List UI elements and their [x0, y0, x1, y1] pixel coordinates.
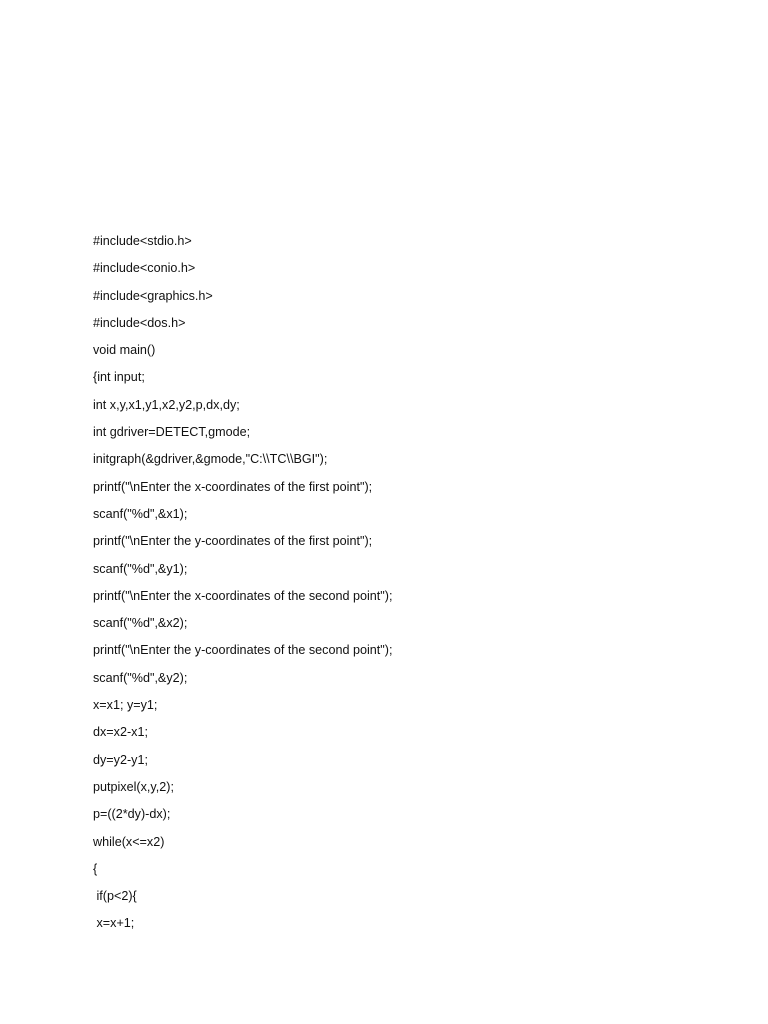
code-line-26: x=x+1; [93, 916, 135, 931]
code-line-10: printf("\nEnter the x-coordinates of the first point"); [93, 479, 373, 494]
code-line-2: #include<conio.h> [93, 261, 196, 276]
code-line-23: while(x<=x2) [93, 834, 165, 849]
code-line-14: printf("\nEnter the x-coordinates of the second point"); [93, 588, 393, 603]
code-line-25: if(p<2){ [93, 889, 137, 904]
code-line-11: scanf("%d",&x1); [93, 506, 188, 521]
code-line-1: #include<stdio.h> [93, 234, 192, 248]
code-line-12: printf("\nEnter the y-coordinates of the first point"); [93, 534, 373, 549]
code-line-24: { [93, 861, 98, 876]
code-line-15: scanf("%d",&x2); [93, 616, 188, 631]
code-line-20: dy=y2-y1; [93, 752, 148, 767]
code-listing [93, 231, 392, 941]
code-line-3: #include<graphics.h> [93, 288, 213, 303]
code-line-22: p=((2*dy)-dx); [93, 807, 171, 822]
code-line-6: {int input; [93, 370, 145, 385]
code-line-13: scanf("%d",&y1); [93, 561, 188, 576]
code-line-17: scanf("%d",&y2); [93, 670, 188, 685]
code-line-21: putpixel(x,y,2); [93, 779, 174, 794]
code-line-4: #include<dos.h> [93, 315, 186, 330]
code-line-19: dx=x2-x1; [93, 725, 148, 740]
code-line-16: printf("\nEnter the y-coordinates of the second point"); [93, 643, 393, 658]
code-line-9: initgraph(&gdriver,&gmode,"C:\\TC\\BGI"); [93, 452, 328, 467]
code-line-8: int gdriver=DETECT,gmode; [93, 425, 251, 440]
code-line-7: int x,y,x1,y1,x2,y2,p,dx,dy; [93, 397, 240, 412]
code-line-5: void main() [93, 343, 156, 358]
code-line-18: x=x1; y=y1; [93, 698, 158, 713]
